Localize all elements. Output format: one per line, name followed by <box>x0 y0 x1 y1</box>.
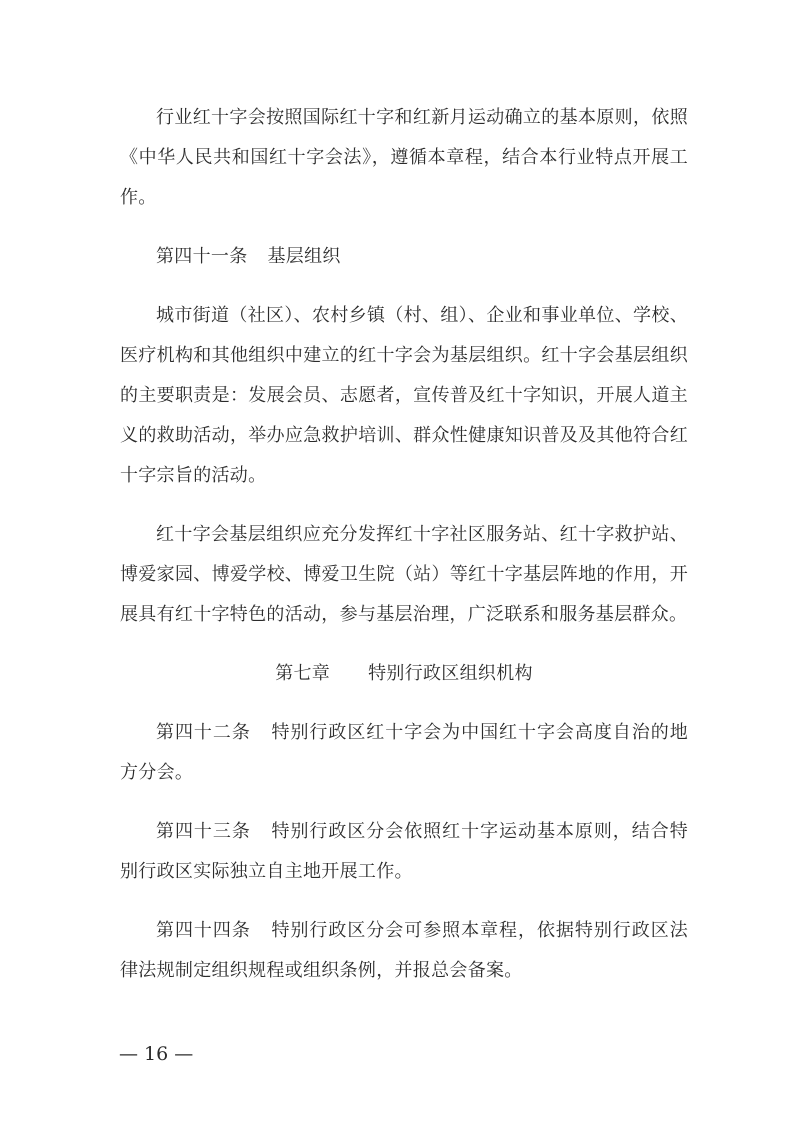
article-44-paragraph <box>120 911 688 991</box>
article-44-text: 特别行政区分会可参照本章程，依据特别行政区法律法规制定组织规程或组织条例，并报总会备案。 <box>120 920 688 981</box>
article-42-paragraph <box>120 713 688 793</box>
document-body <box>120 98 688 1010</box>
paragraph-grassroots-bases: 红十字会基层组织应充分发挥红十字社区服务站、红十字救护站、博爱家园、博爱学校、博爱卫生院（站）等红十字基层阵地的作用，开展具有红十字特色的活动，参与基层治理，广泛联系和服务基层群众。 <box>120 524 688 625</box>
article-43-text: 特别行政区分会依照红十字运动基本原则，结合特别行政区实际独立自主地开展工作。 <box>120 821 688 882</box>
article-43-number: 第四十三条 <box>156 821 251 842</box>
article-42-text: 特别行政区红十字会为中国红十字会高度自治的地方分会。 <box>120 722 688 783</box>
chapter-7-heading <box>120 654 688 694</box>
article-43-paragraph <box>120 812 688 892</box>
chapter-7-title: 特别行政区组织机构 <box>368 663 533 684</box>
article-44-number: 第四十四条 <box>156 920 251 941</box>
paragraph-grassroots-duties: 城市街道（社区）、农村乡镇（村、组）、企业和事业单位、学校、医疗机构和其他组织中建立的红十字会为基层组织。红十字会基层组织的主要职责是：发展会员、志愿者，宣传普及红十字知识，开展人道主义的救助活动，举办应急救护培训、群众性健康知识普及及其他符合红十字宗旨的活动。 <box>120 305 688 486</box>
article-41-title: 基层组织 <box>267 246 341 267</box>
article-41-heading <box>120 237 688 277</box>
article-41-number: 第四十一条 <box>156 246 248 267</box>
page-number: — 16 — <box>119 1043 194 1065</box>
chapter-7-number: 第七章 <box>275 663 331 684</box>
paragraph-industry-red-cross: 行业红十字会按照国际红十字和红新月运动确立的基本原则，依照《中华人民共和国红十字会法》，遵循本章程，结合本行业特点开展工作。 <box>120 107 688 208</box>
article-42-number: 第四十二条 <box>156 722 251 743</box>
